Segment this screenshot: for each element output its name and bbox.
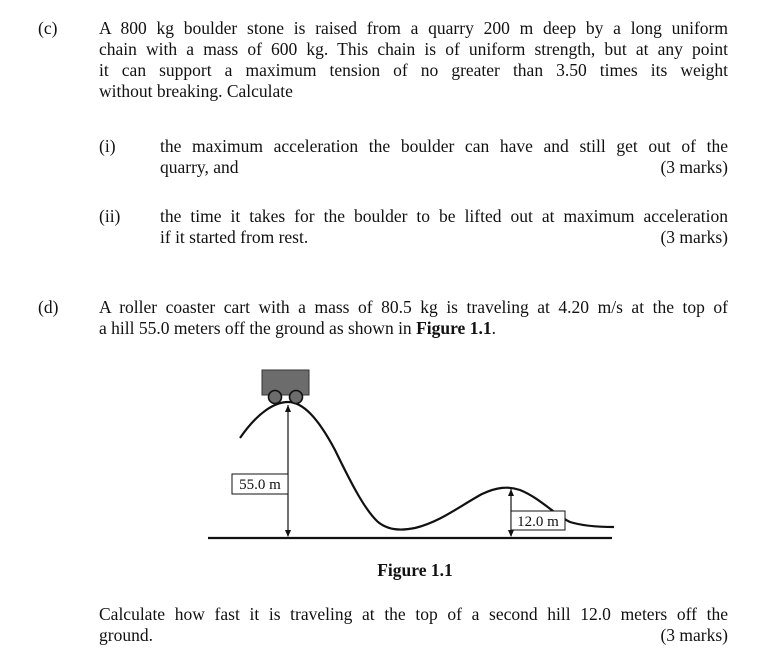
part-d-question-line-1: Calculate how fast it is traveling at the top of a second hill 12.0 meters off the [99,604,728,624]
part-d-line-1: A roller coaster cart with a mass of 80.5 kg is traveling at 4.20 m/s at the top of [99,297,728,317]
part-d-line-2-prefix: a hill 55.0 meters off the ground as shown in [99,318,417,338]
coaster-track [240,402,614,530]
coaster-cart [262,370,309,395]
cart-wheel-left [269,391,282,404]
figure-caption: Figure 1.1 [377,560,453,580]
hill2-arrow-bottom [508,530,514,537]
part-c-line-4: without breaking. Calculate [99,81,293,101]
hill2-height-label: 12.0 m [517,514,559,530]
sub-i-line-2: quarry, and [160,157,239,177]
sub-i-line-1: the maximum acceleration the boulder can have and still get out of the [160,136,728,156]
sub-ii-marks: (3 marks) [660,227,728,247]
sub-i-label: (i) [99,136,116,156]
hill2-arrow-top [508,489,514,496]
part-d-line-2-suffix: . [491,318,496,338]
part-c-line-2: chain with a mass of 600 kg. This chain is of uniform strength, but at any point [99,39,728,59]
sub-i-marks: (3 marks) [660,157,728,177]
part-c-line-1: A 800 kg boulder stone is raised from a quarry 200 m deep by a long uniform [99,18,728,38]
part-d-question-row-2 [99,625,728,646]
part-c-label: (c) [38,18,58,38]
part-d-question-line-2: ground. [99,625,153,645]
part-d-label: (d) [38,297,59,317]
sub-ii-line-2: if it started from rest. [160,227,309,247]
sub-ii-label: (ii) [99,206,121,226]
hill1-height-label: 55.0 m [239,477,281,493]
part-d-question [99,604,728,625]
part-d-marks: (3 marks) [660,625,728,645]
part-c-line-3: it can support a maximum tension of no greater than 3.50 times its weight [99,60,728,80]
cart-wheel-right [290,391,303,404]
figure-reference: Figure 1.1 [416,318,492,338]
sub-ii-line-1: the time it takes for the boulder to be lifted out at maximum acceleration [160,206,728,226]
hill1-arrow-bottom [285,530,291,537]
hill1-arrow-top [285,405,291,412]
